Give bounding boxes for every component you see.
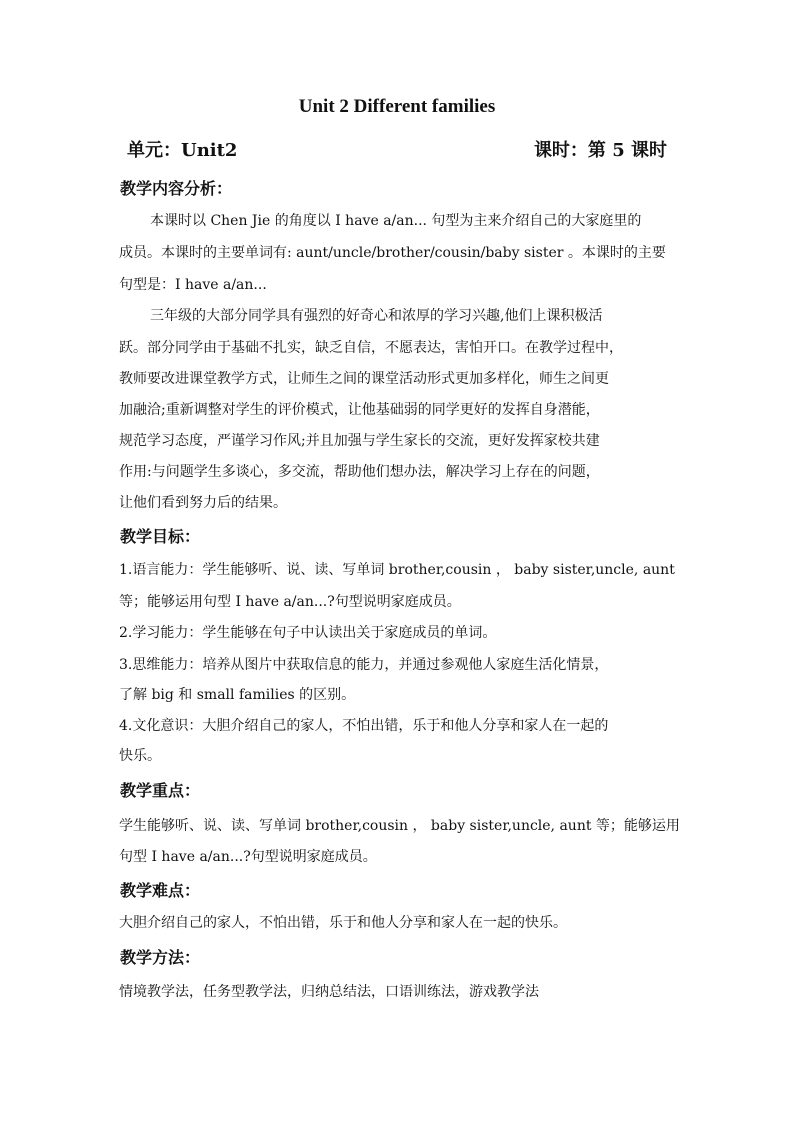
paragraph-line: 三年级的大部分同学具有强烈的好奇心和浓厚的学习兴趣,他们上课积极活 xyxy=(150,308,603,324)
goal-line: 3.思维能力：培养从图片中获取信息的能力，并通过参观他人家庭生活化情景， xyxy=(119,657,609,673)
unit-info-row xyxy=(127,136,667,160)
difficulty-line: 大胆介绍自己的家人，不怕出错，乐于和他人分享和家人在一起的快乐。 xyxy=(119,915,567,931)
key-point-line: 学生能够听、说、读、写单词 brother,cousin ， baby sister,uncle, aunt 等；能够运用 xyxy=(119,818,680,834)
lesson-label: 课时：第 5 课时 xyxy=(533,140,667,161)
goal-line: 了解 big 和 small families 的区别。 xyxy=(119,687,356,703)
content-analysis-heading: 教学内容分析： xyxy=(120,179,233,198)
difficulties-heading: 教学难点： xyxy=(120,881,201,900)
document-title: Unit 2 Different families xyxy=(298,96,496,117)
key-points-heading: 教学重点： xyxy=(120,781,201,800)
methods-heading: 教学方法： xyxy=(120,948,201,967)
paragraph-line: 加融洽;重新调整对学生的评价模式，让他基础弱的同学更好的发挥自身潜能， xyxy=(119,402,600,418)
method-line: 情境教学法，任务型教学法，归纳总结法，口语训练法，游戏教学法 xyxy=(119,984,539,1000)
paragraph-line: 本课时以 Chen Jie 的角度以 I have a/an... 句型为主来介绍自己的大家庭里的 xyxy=(150,213,642,229)
goal-line: 4.文化意识：大胆介绍自己的家人，不怕出错，乐于和他人分享和家人在一起的 xyxy=(119,718,609,734)
paragraph-line: 规范学习态度，严谨学习作风;并且加强与学生家长的交流，更好发挥家校共建 xyxy=(119,433,600,449)
goal-line: 等；能够运用句型 I have a/an...?句型说明家庭成员。 xyxy=(119,594,461,610)
paragraph-line: 教师要改进课堂教学方式，让师生之间的课堂活动形式更加多样化，师生之间更 xyxy=(119,371,609,387)
goals-heading: 教学目标： xyxy=(120,527,201,546)
goal-line: 1.语言能力：学生能够听、说、读、写单词 brother,cousin ， baby sister,uncle, aunt xyxy=(119,562,675,578)
paragraph-line: 让他们看到努力后的结果。 xyxy=(119,495,287,511)
paragraph-line: 成员。本课时的主要单词有: aunt/uncle/brother/cousin/baby sister 。本课时的主要 xyxy=(119,245,666,261)
paragraph-line: 句型是：I have a/an... xyxy=(119,277,267,293)
paragraph-line: 跃。部分同学由于基础不扎实，缺乏自信，不愿表达，害怕开口。在教学过程中， xyxy=(119,340,623,356)
unit-label: 单元：Unit2 xyxy=(127,140,238,161)
goal-line: 2.学习能力：学生能够在句子中认读出关于家庭成员的单词。 xyxy=(119,625,497,641)
paragraph-line: 作用:与问题学生多谈心，多交流，帮助他们想办法，解决学习上存在的问题， xyxy=(119,464,600,480)
goal-line: 快乐。 xyxy=(119,748,161,764)
key-point-line: 句型 I have a/an...?句型说明家庭成员。 xyxy=(119,849,377,865)
